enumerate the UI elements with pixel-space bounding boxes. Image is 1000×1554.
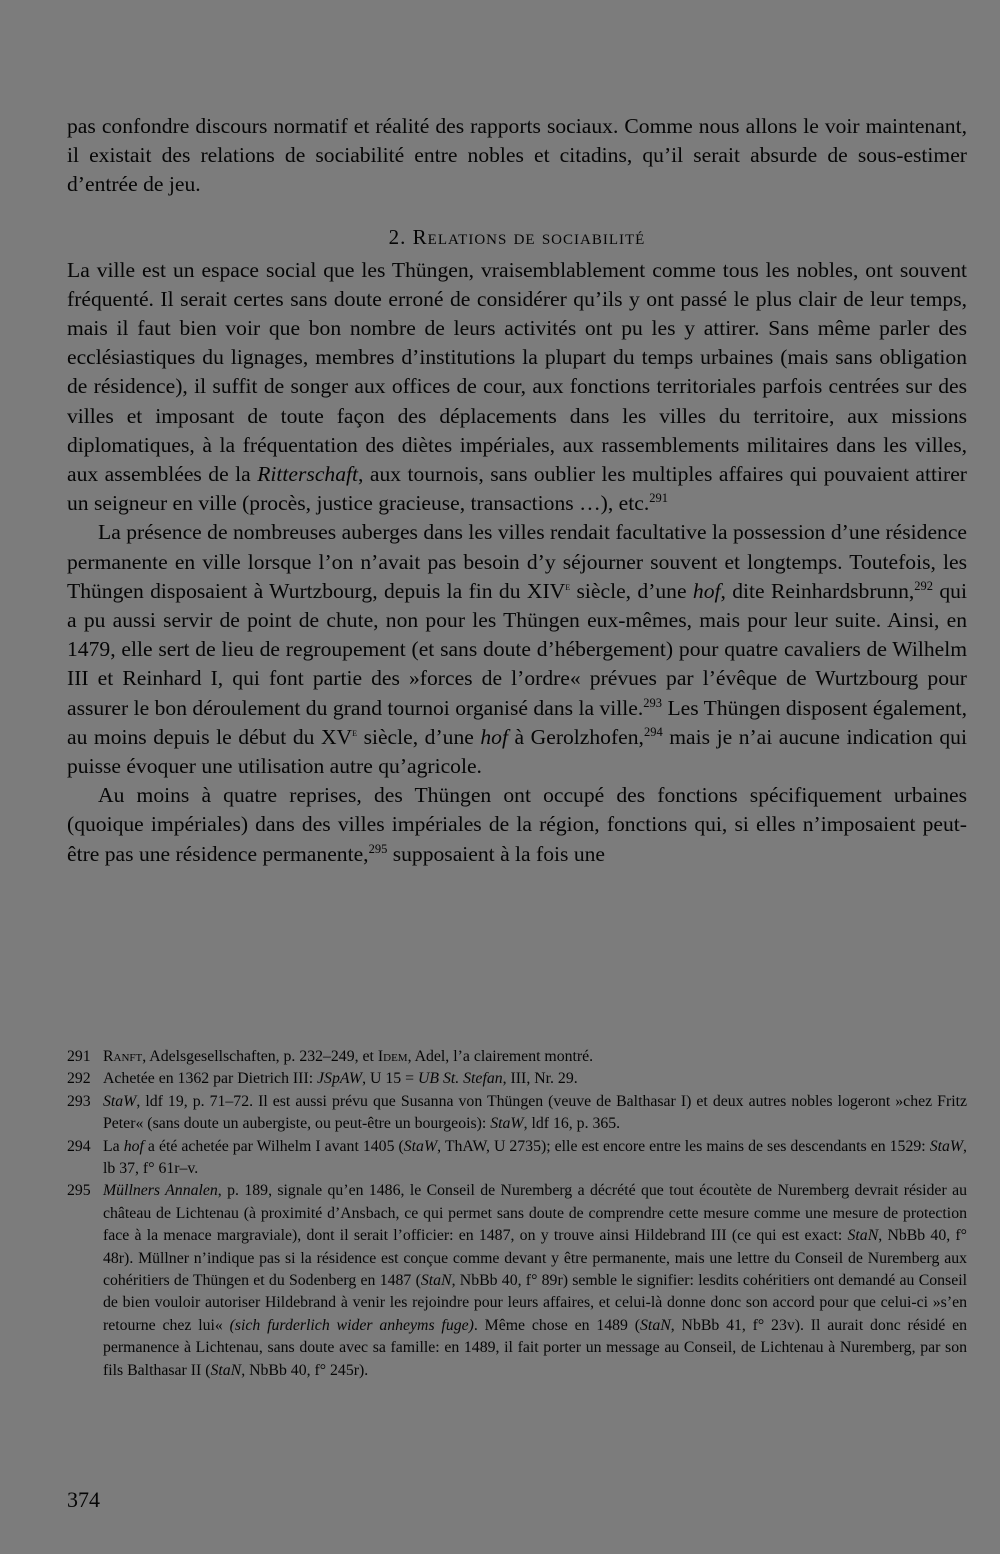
footnote-ref-295[interactable]: 295: [368, 841, 388, 856]
footnote-text: [103, 1068, 967, 1090]
footnote-ref-293[interactable]: 293: [643, 695, 663, 710]
text-run: , U 15 =: [362, 1070, 418, 1088]
source-abbrev: StaN: [640, 1316, 671, 1334]
text-run: , aux tournois, sans oublier les multiples affaires qui pouvaient attirer un seigneur en ville (procès, justice gracieuse, transactions …), etc.: [67, 462, 967, 516]
source-abbrev: StaN: [847, 1227, 879, 1245]
superscript-e: e: [565, 578, 571, 593]
text-run: , NbBb 40, f° 48r). Müllner n’indique pas si la résidence est conçue comme devant y être permanente, mais une lettre du Conseil de Nuremberg aux cohéritiers de Thüngen et du Sodenberg en 1487 (: [103, 1227, 967, 1290]
italic-term: hof: [123, 1137, 144, 1155]
text-run: , lb 37, f° 61r–v.: [103, 1137, 967, 1178]
footnote-293: [67, 1091, 967, 1136]
source-abbrev: StaN: [420, 1272, 452, 1290]
source-title: Müllners Annalen: [103, 1182, 218, 1200]
text-run: Achetée en 1362 par Dietrich III:: [103, 1070, 318, 1088]
footnote-number: 294: [67, 1137, 91, 1155]
quoted-phrase: (sich furderlich wider anheyms fuge): [229, 1316, 474, 1334]
text-run: a été achetée par Wilhelm I avant 1405 (: [143, 1137, 404, 1155]
text-run: La présence de nombreuses auberges dans les villes rendait facultative la possession d’une résidence permanente en ville lorsque l’on n’avait pas besoin d’y séjourner souvent et longtemps. Toutefois, les Thüngen disposaient à Wurtzbourg, depuis la fin du XIV: [67, 520, 967, 603]
text-run: Au moins à quatre reprises, des Thüngen ont occupé des fonctions spécifiquement urbaines (quoique impériales) dans des villes impériales de la région, fonctions qui, si elles n’imposaient peut-être pas une résidence permanente,: [67, 783, 967, 866]
author-name: Ranft: [103, 1048, 143, 1065]
footnote-294: [67, 1136, 967, 1181]
source-abbrev: JSpAW: [317, 1070, 363, 1088]
text-run: siècle, d’une: [357, 724, 481, 749]
footnote-number: 295: [67, 1182, 91, 1200]
text-run: , NbBb 41, f° 23v). Il aurait donc résidé en permanence à Lichtenau, sans doute avec sa famille: en 1489, il fait porter un message au Conseil, de Lichtenau à Nuremberg, par son fils Balthasar II (: [103, 1316, 967, 1379]
footnote-ref-294[interactable]: 294: [643, 724, 663, 739]
text-run: , III, Nr. 29.: [502, 1070, 578, 1088]
footnote-text: [103, 1180, 967, 1382]
text-run: qui a pu aussi servir de point de chute, non pour les Thüngen eux-mêmes, mais pour leur suite. Ainsi, en 1479, elle sert de lieu de regroupement (et sans doute d’hébergement) pour quatre cavaliers de Wilhelm III et Reinhard I, qui font partie des »forces de l’ordre« prévues par l’évêque de Wurtzbourg pour assurer le bon déroulement du grand tournoi organisé dans la ville.: [67, 578, 967, 720]
italic-term: hof: [692, 578, 721, 603]
source-abbrev: StaW: [490, 1115, 524, 1133]
intro-paragraph: pas confondre discours normatif et réalité des rapports sociaux. Comme nous allons le voir maintenant, il existait des relations de sociabilité entre nobles et citadins, qu’il serait absurde de sous-estimer d’entrée de jeu.: [67, 114, 967, 197]
section-heading: 2. Relations de sociabilité: [388, 224, 646, 249]
body-text: [67, 112, 967, 869]
italic-term: hof: [480, 724, 508, 749]
paragraph-1: [67, 256, 967, 519]
superscript-e: e: [352, 724, 358, 739]
text-run: , Adelsgesellschaften, p. 232–249, et: [142, 1048, 378, 1065]
text-run: siècle, d’une: [570, 578, 693, 603]
paragraph-3: [67, 781, 967, 869]
text-run: , dite Reinhardsbrunn,: [720, 578, 915, 603]
text-run: Les Thüngen disposent également, au moins depuis le début du XV: [67, 695, 968, 749]
footnote-ref-292[interactable]: 292: [914, 578, 934, 593]
footnote-text: [103, 1091, 967, 1136]
source-abbrev: StaW: [103, 1092, 137, 1110]
footnote-295: [67, 1180, 967, 1382]
main-text: [67, 112, 967, 869]
text-run: , ldf 19, p. 71–72. Il est aussi prévu que Susanna von Thüngen (veuve de Balthasar I) et deux autres nobles logeront »chez Fritz Peter« (sans doute un aubergiste, ou peut-être un bourgeois):: [103, 1092, 967, 1133]
text-run: , NbBb 40, f° 89r) semble le signifier: lesdits cohéritiers ont demandé au Conseil de bien vouloir autoriser Hildebrand à venir les rejoindre pour leurs affaires, et celui-là donne donc son accord pour que celui-ci »s’en retourne chez lui«: [103, 1272, 967, 1334]
source-abbrev: StaN: [210, 1361, 242, 1379]
author-name: Idem: [377, 1048, 408, 1065]
text-run: , ldf 16, p. 365.: [523, 1115, 621, 1133]
text-run: . Même chose en 1489 (: [473, 1316, 641, 1334]
footnotes: [67, 1046, 967, 1382]
text-run: La: [103, 1137, 124, 1155]
footnote-291: [67, 1046, 967, 1068]
italic-term: Ritterschaft: [257, 462, 358, 487]
text-run: supposaient à la fois une: [387, 841, 606, 866]
paragraph-2: [67, 518, 967, 781]
text-run: , p. 189, signale qu’en 1486, le Conseil de Nuremberg a décrété que tout écoutète de Nuremberg devrait résider au château de Lichtenau (à proximité d’Ansbach, ce qui permet sans doute de comprendre cette mesure comme une mesure de protection face à la menace margraviale), dont il serait l’officier: en 1487, on y trouve ainsi Hildebrand III (ce qui est exact:: [103, 1182, 967, 1245]
footnote-number: 293: [67, 1092, 91, 1110]
footnote-text: [103, 1136, 967, 1181]
page-number: 374: [67, 1487, 100, 1512]
footnote-ref-291[interactable]: 291: [649, 491, 668, 506]
text-run: , NbBb 40, f° 245r).: [241, 1361, 369, 1379]
footnote-292: [67, 1068, 967, 1090]
text-run: La ville est un espace social que les Thüngen, vraisemblablement comme tous les nobles, ont souvent fréquenté. Il serait certes sans doute erroné de considérer qu’ils y ont passé le plus clair de leur temps, mais il faut bien voir que bon nombre de leurs activités ont pu les y attirer. Sans même parler des ecclésiastiques du lignages, membres d’institutions la plupart du temps urbaines (mais sans obligation de résidence), il suffit de songer aux offices de cour, aux fonctions territoriales parfois centrées sur des villes et imposant de toute façon des déplacements dans les villes du territoire, aux missions diplomatiques, à la fréquentation des diètes impériales, aux rassemblements militaires dans les villes, aux assemblées de la: [67, 257, 967, 487]
source-abbrev: StaW: [403, 1137, 438, 1155]
source-abbrev: UB St. Stefan: [417, 1070, 503, 1088]
text-run: mais je n’ai aucune indication qui puisse évoquer une utilisation autre qu’agricole.: [67, 724, 967, 779]
footnote-number: 292: [67, 1070, 91, 1088]
footnote-text: [103, 1046, 967, 1068]
text-run: , Adel, l’a clairement montré.: [407, 1048, 594, 1065]
footnote-number: 291: [67, 1048, 91, 1065]
text-run: à Gerolzhofen,: [507, 724, 644, 749]
source-abbrev: StaW: [929, 1137, 964, 1155]
text-run: , ThAW, U 2735); elle est encore entre les mains de ses descendants en 1529:: [437, 1137, 930, 1155]
